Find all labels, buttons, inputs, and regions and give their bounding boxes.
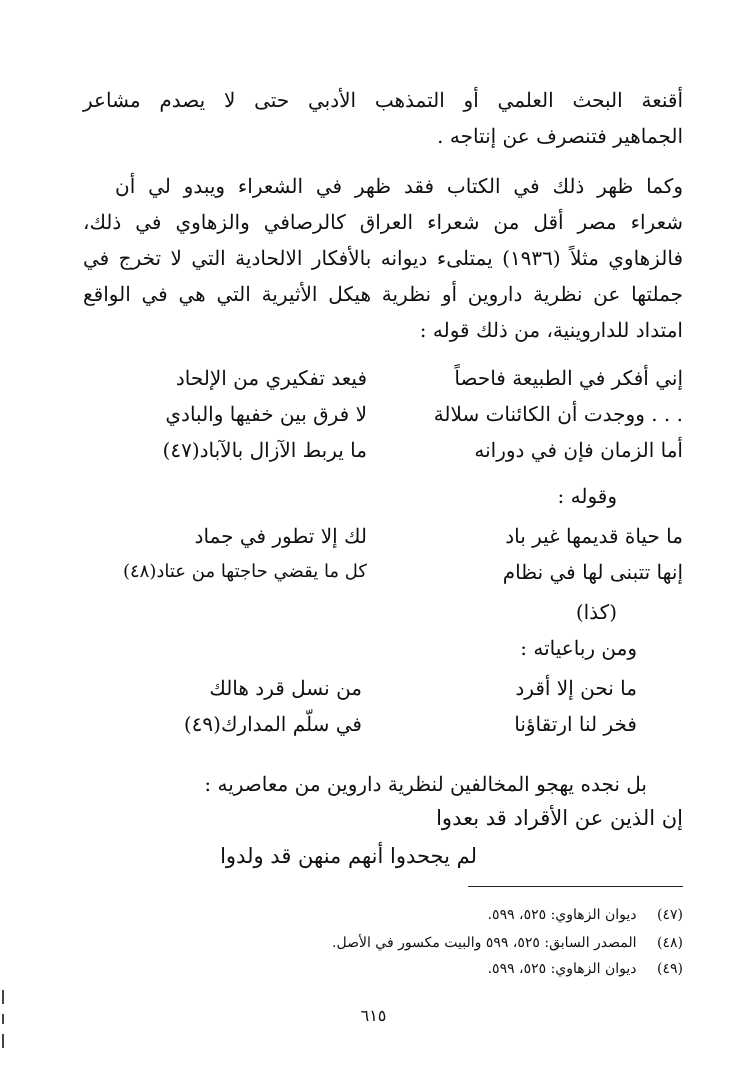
verse-hemistich-first: . . . ووجدت أن الكائنات سلالة — [433, 402, 683, 426]
verse-hemistich-first: فخر لنا ارتقاؤنا — [514, 712, 637, 736]
footnote-number: (٤٨) — [657, 935, 683, 951]
section-label: وقوله : — [557, 484, 617, 508]
verse-hemistich-second: في سلّم المدارك(٤٩) — [183, 712, 362, 736]
binding-mark — [2, 1014, 4, 1024]
prose-line: الجماهير فتنصرف عن إنتاجه . — [437, 124, 683, 148]
sic-note: (كذا) — [575, 600, 617, 624]
section-label: ومن رباعياته : — [520, 636, 637, 660]
verse-hemistich-second: لك إلا تطور في جماد — [194, 524, 367, 548]
prose-line: وكما ظهر ذلك في الكتاب فقد ظهر في الشعراء ويبدو لي أن — [115, 174, 683, 198]
footnote-number: (٤٩) — [657, 961, 683, 977]
verse-hemistich-second: فيعد تفكيري من الإلحاد — [175, 366, 367, 390]
verse-hemistich-second: كل ما يقضي حاجتها من عتاد(٤٨) — [122, 561, 367, 582]
footnote-text: المصدر السابق: ٥٢٥، ٥٩٩ والبيت مكسور في الأصل. — [332, 935, 637, 951]
verse-hemistich-second: ما يربط الآزال بالآباد(٤٧) — [162, 438, 367, 462]
section-label: بل نجده يهجو المخالفين لنظرية داروين من معاصريه : — [204, 772, 647, 796]
prose-line: فالزهاوي مثلاً (١٩٣٦) يمتلىء ديوانه بالأفكار الالحادية التي لا تخرج في — [83, 246, 684, 270]
binding-mark — [2, 990, 4, 1004]
footnote-text: ديوان الزهاوي: ٥٢٥، ٥٩٩. — [487, 907, 637, 923]
verse-hemistich-second: من نسل قرد هالك — [209, 676, 362, 700]
footnote — [63, 902, 683, 928]
prose-line: جملتها عن نظرية داروين أو نظرية هيكل الأثيرية التي هي في الواقع — [83, 282, 683, 306]
verse-line: إن الذين عن الأقراد قد بعدوا — [436, 806, 683, 830]
verse-hemistich-first: إني أفكر في الطبيعة فاحصاً — [454, 366, 683, 390]
verse-line: لم يجحدوا أنهم منهن قد ولدوا — [220, 844, 477, 868]
verse-hemistich-first: ما نحن إلا أقرد — [515, 676, 637, 700]
prose-line: شعراء مصر أقل من شعراء العراق كالرصافي والزهاوي في ذلك، — [83, 210, 683, 234]
page-number: ٦١٥ — [360, 1006, 387, 1025]
footnote — [63, 956, 683, 982]
footnote-number: (٤٧) — [657, 907, 683, 923]
verse-hemistich-second: لا فرق بين خفيها والبادي — [165, 402, 367, 426]
verse-hemistich-first: إنها تتبنى لها في نظام — [502, 560, 683, 584]
footnote-divider — [468, 886, 683, 887]
footnote — [63, 930, 683, 956]
verse-hemistich-first: أما الزمان فإن في دورانه — [474, 438, 683, 462]
footnote-text: ديوان الزهاوي: ٥٢٥، ٥٩٩. — [487, 961, 637, 977]
binding-mark — [2, 1034, 4, 1048]
verse-hemistich-first: ما حياة قديمها غير باد — [505, 524, 683, 548]
prose-line: أقنعة البحث العلمي أو التمذهب الأدبي حتى لا يصدم مشاعر — [83, 88, 683, 112]
prose-line: امتداد للداروينية، من ذلك قوله : — [419, 318, 683, 342]
